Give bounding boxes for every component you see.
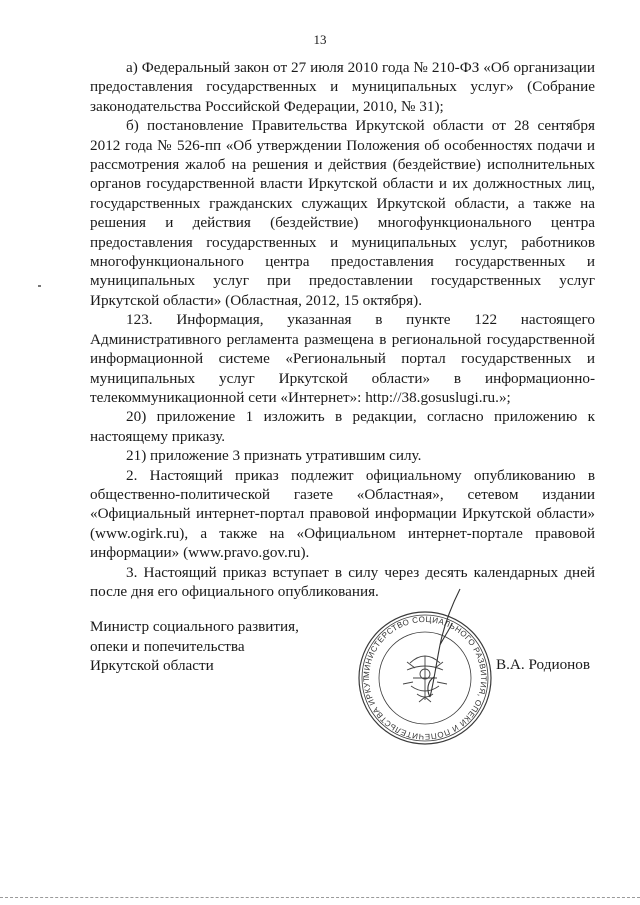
paragraph-federal-law: а) Федеральный закон от 27 июля 2010 года № 210-ФЗ «Об организации предоставления государственных и муниципальных услуг» (Собрание законодательства Российской Федерации, 2010, № 31); (90, 59, 595, 115)
paragraph-appendix-3: 21) приложение 3 признать утратившим силу. (126, 447, 422, 465)
paragraph-entry-into-force: 3. Настоящий приказ вступает в силу через десять календарных дней после дня его официального опубликования. (90, 563, 595, 600)
signatory-name: В.А. Родионов (496, 656, 591, 673)
paragraph-123-information: 123. Информация, указанная в пункте 122 настоящего Административного регламента размещена в региональной государственной информационной системе «Региональный портал государственных и муниципальных услуг Иркутской области» в информационно-телекоммуникационной сети «Интернет»: http://38.gosuslugi.ru.»; (90, 311, 595, 406)
paragraph-publication: 2. Настоящий приказ подлежит официальному опубликованию в общественно-политической газете «Областная», сетевом издании «Официальный интернет-портал правовой информации Иркутской области» (www.ogirk.ru), а также на «Официальном интернет-портале правовой информации» (www.pravo.gov.ru). (90, 466, 595, 562)
signatory-title-line: Иркутской области (90, 657, 214, 674)
page-number: 13 (313, 32, 327, 47)
seal-text: МИНИСТЕРСТВО СОЦИАЛЬНОГО РАЗВИТИЯ, ОПЕКИ И ПОПЕЧИТЕЛЬСТВА ИРКУТ (361, 614, 489, 742)
signatory-title (90, 617, 299, 676)
paragraph-government-resolution: б) постановление Правительства Иркутской области от 28 сентября 2012 года № 526-пп «Об утверждении Положения об особенностях подачи и рассмотрения жалоб на решения и действия (бездействие) исполнительных органов государственной власти Иркутской области и их должностных лиц, государственных гражданских служащих Иркутской области, а также на решения и действия (бездействие) многофункционального центра предоставления государственных и муниципальных услуг, работников многофункционального центра предоставления государственных и муниципальных услуг при предоставлении государственных услуг Иркутской области» (Областная, 2012, 15 октября). (90, 117, 595, 309)
bottom-scan-edge (0, 897, 640, 899)
handwritten-signature (400, 585, 470, 705)
paragraph-appendix-1: 20) приложение 1 изложить в редакции, согласно приложению к настоящему приказу. (90, 408, 595, 445)
signatory-title-line: Министр социального развития, (90, 618, 299, 635)
signatory-title-line: опеки и попечительства (90, 637, 245, 655)
document-body (90, 58, 595, 601)
margin-mark (38, 285, 41, 287)
